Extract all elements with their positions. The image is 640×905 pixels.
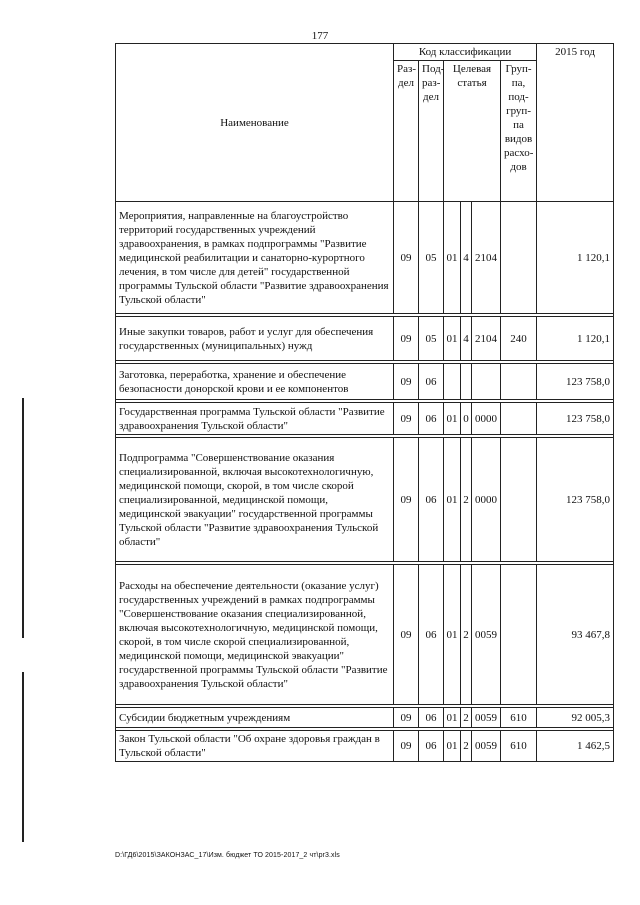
row-podrazdel: 05 (419, 202, 444, 314)
row-target-3: 0059 (472, 708, 501, 728)
row-amount: 123 758,0 (537, 438, 614, 562)
row-target-2: 0 (461, 403, 472, 435)
row-amount: 1 462,5 (537, 731, 614, 762)
row-podrazdel: 06 (419, 565, 444, 705)
table-row (116, 317, 614, 361)
header-year: 2015 год (537, 44, 614, 202)
row-group: 610 (501, 731, 537, 762)
row-razdel: 09 (394, 565, 419, 705)
table-row (116, 731, 614, 762)
row-name: Заготовка, переработка, хранение и обеспечение безопасности донорской крови и ее компонентов (116, 364, 394, 400)
row-podrazdel: 06 (419, 708, 444, 728)
table-row (116, 708, 614, 728)
row-target-1 (444, 364, 461, 400)
header-razdel: Раз- дел (394, 61, 419, 202)
row-podrazdel: 05 (419, 317, 444, 361)
row-razdel: 09 (394, 317, 419, 361)
table-row (116, 565, 614, 705)
row-name: Закон Тульской области "Об охране здоровья граждан в Тульской области" (116, 731, 394, 762)
row-razdel: 09 (394, 731, 419, 762)
margin-rule-lower (22, 672, 24, 842)
header-podrazdel: Под- раз- дел (419, 61, 444, 202)
page-number: 177 (311, 30, 329, 42)
header-name: Наименование (116, 44, 394, 202)
row-podrazdel: 06 (419, 438, 444, 562)
row-amount: 123 758,0 (537, 403, 614, 435)
row-amount: 93 467,8 (537, 565, 614, 705)
row-target-1: 01 (444, 403, 461, 435)
table-row (116, 438, 614, 562)
row-group: 240 (501, 317, 537, 361)
row-amount: 92 005,3 (537, 708, 614, 728)
row-podrazdel: 06 (419, 364, 444, 400)
row-target-3: 0000 (472, 403, 501, 435)
row-target-2: 2 (461, 565, 472, 705)
row-target-1: 01 (444, 438, 461, 562)
row-target-3 (472, 364, 501, 400)
row-target-3: 0000 (472, 438, 501, 562)
row-razdel: 09 (394, 708, 419, 728)
row-name: Подпрограмма "Совершенствование оказания специализированной, включая высокотехнологичную, медицинской помощи, скорой, в том числе скорой специализированной, медицинской помощи, медицинской эвакуации" государственной программы Тульской области "Развитие здравоохранения Тульской области" (116, 438, 394, 562)
row-group (501, 438, 537, 562)
row-name: Мероприятия, направленные на благоустройство территорий государственных учреждений здравоохранения, в рамках подпрограммы "Развитие медицинской реабилитации и санаторно-курортного лечения, в том числе для детей" государственной программы Тульской области "Развитие здравоохранения Тульской области" (116, 202, 394, 314)
row-group (501, 403, 537, 435)
row-razdel: 09 (394, 403, 419, 435)
row-podrazdel: 06 (419, 731, 444, 762)
row-target-1: 01 (444, 708, 461, 728)
row-target-3: 0059 (472, 565, 501, 705)
budget-table (115, 43, 614, 762)
row-target-2: 2 (461, 708, 472, 728)
table-row (116, 202, 614, 314)
row-podrazdel: 06 (419, 403, 444, 435)
row-target-2 (461, 364, 472, 400)
row-name: Расходы на обеспечение деятельности (оказание услуг) государственных учреждений в рамках подпрограммы "Совершенствование оказания специализированной, включая высокотехнологичную, медицинской помощи, скорой, в том числе скорой специализированной, медицинской помощи, медицинской эвакуации" государственной программы Тульской области "Развитие здравоохранения Тульской области" (116, 565, 394, 705)
row-target-3: 2104 (472, 317, 501, 361)
row-target-2: 4 (461, 317, 472, 361)
row-target-1: 01 (444, 317, 461, 361)
margin-rule (22, 398, 24, 638)
row-target-2: 4 (461, 202, 472, 314)
row-razdel: 09 (394, 364, 419, 400)
row-group (501, 565, 537, 705)
row-razdel: 09 (394, 438, 419, 562)
row-target-3: 2104 (472, 202, 501, 314)
row-amount: 1 120,1 (537, 202, 614, 314)
row-target-3: 0059 (472, 731, 501, 762)
row-target-1: 01 (444, 202, 461, 314)
row-target-2: 2 (461, 438, 472, 562)
row-group (501, 202, 537, 314)
row-razdel: 09 (394, 202, 419, 314)
row-group (501, 364, 537, 400)
header-target-article: Целевая статья (444, 61, 501, 202)
row-group: 610 (501, 708, 537, 728)
row-amount: 1 120,1 (537, 317, 614, 361)
file-path-footer: D:\ГД6\2015\ЗАКОНЗАС_17\Изм. бюджет ТО 2015-2017_2 чт\pr3.xls (115, 852, 340, 859)
table-row (116, 364, 614, 400)
row-amount: 123 758,0 (537, 364, 614, 400)
row-name: Субсидии бюджетным учреждениям (116, 708, 394, 728)
row-name: Государственная программа Тульской области "Развитие здравоохранения Тульской области" (116, 403, 394, 435)
row-target-1: 01 (444, 731, 461, 762)
header-classification: Код классификации (394, 44, 537, 61)
row-target-1: 01 (444, 565, 461, 705)
row-target-2: 2 (461, 731, 472, 762)
header-expense-group: Груп- па, под- груп- па видов расхо- дов (501, 61, 537, 202)
table-row (116, 403, 614, 435)
row-name: Иные закупки товаров, работ и услуг для обеспечения государственных (муниципальных) нужд (116, 317, 394, 361)
